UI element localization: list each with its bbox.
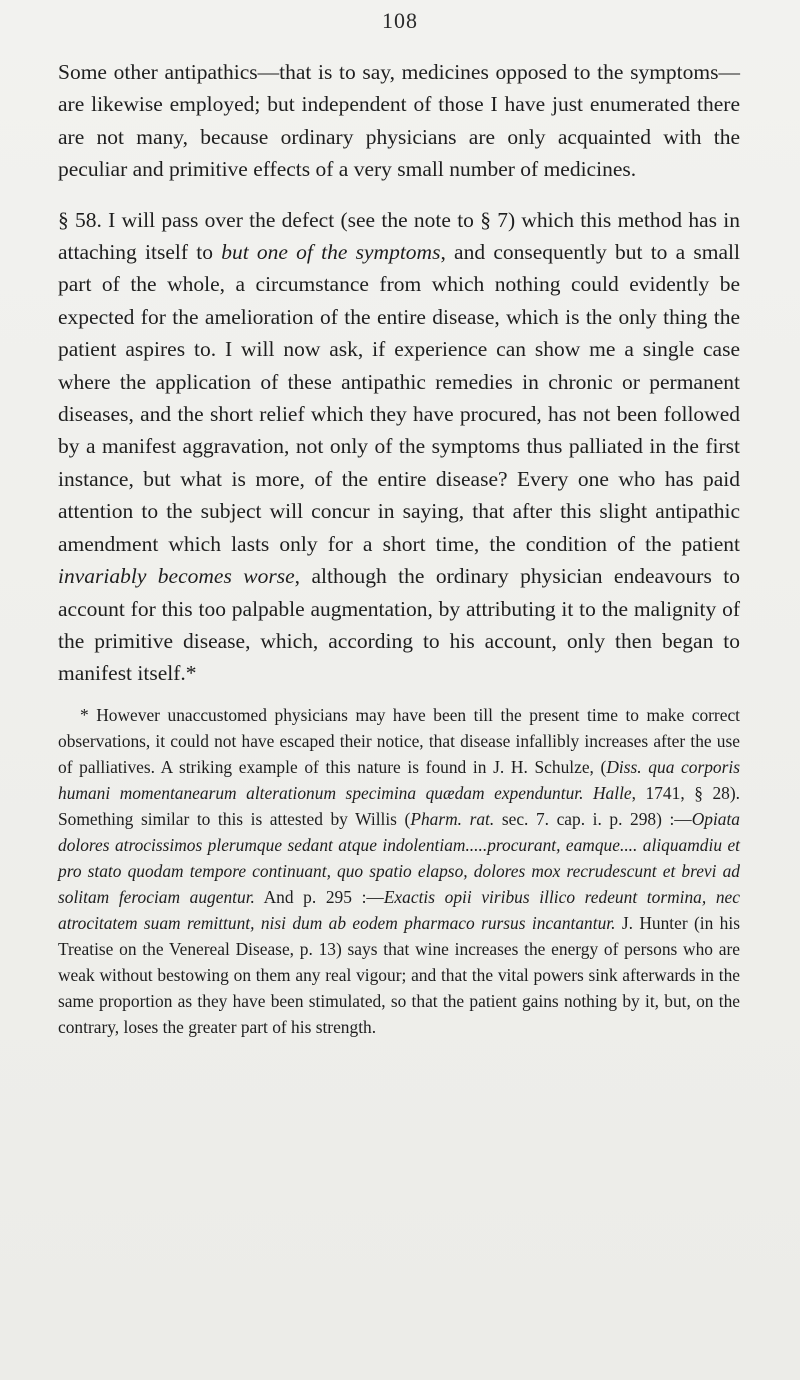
footnote-text-1: * However unaccustomed physicians may have been till the present time to make correct observations, it could not have escaped their notice, that disease infallibly increases after the use of palliatives. A striking example of this nature is found in J. H. Schulze, ( [58, 704, 740, 777]
footnote-italic-1: Diss. qua corporis humani momentanearum alterationum specimina quædam expenduntur. Halle [58, 756, 740, 803]
section-58-italic-b: invariably becomes worse [58, 564, 295, 589]
footnote-italic-4: Exactis opii viribus illico redeunt tormina, nec atrocitatem suam remittunt, nisi dum ab eodem pharmaco rursus incantantur. [58, 886, 740, 933]
section-58-italic-a: but one of the symptoms [221, 240, 441, 265]
section-58-text-c: , although the ordinary physician endeavours to account for this too palpable augmentation, by attributing it to the malignity of the primitive disease, which, according to his account, only then began to manifest itself.* [58, 564, 740, 686]
page-content [58, 56, 740, 1040]
footnote [58, 702, 740, 1040]
paragraph-antipathics: Some other antipathics—that is to say, medicines opposed to the symptoms—are likewise employed; but independent of those I have just enumerated there are not many, because ordinary physicians are only acquainted with the peculiar and primitive effects of a very small number of medicines. [58, 60, 740, 182]
footnote-italic-2: Pharm. rat. [410, 808, 495, 829]
footnote-text-2: , 1741, § 28). Something similar to this is attested by Willis ( [58, 782, 740, 829]
page-number: 108 [382, 8, 418, 33]
paragraph-section-58 [58, 204, 740, 690]
footnote-text-5: J. Hunter (in his Treatise on the Venereal Disease, p. 13) says that wine increases the energy of persons who are weak without bestowing on them any real vigour; and that the vital powers sink afterwards in the same proportion as they have been stimulated, so that the patient gains nothing by it, but, on the contrary, loses the greater part of his strength. [58, 912, 740, 1037]
section-58-text-b: , and consequently but to a small part of the whole, a circumstance from which nothing could evidently be expected for the amelioration of the entire disease, which is the only thing the patient aspires to. I will now ask, if experience can show me a single case where the application of these antipathic remedies in chronic or permanent diseases, and the short relief which they have procured, has not been followed by a manifest aggravation, not only of the symptoms thus palliated in the first instance, but what is more, of the entire disease? Every one who has paid attention to the subject will concur in saying, that after this slight antipathic amendment which lasts only for a short time, the condition of the patient [58, 240, 740, 556]
section-58-text-a: § 58. I will pass over the defect (see the note to § 7) which this method has in attaching itself to [58, 207, 740, 265]
footnote-text-3: sec. 7. cap. i. p. 298) :— [494, 808, 692, 829]
footnote-paragraph [58, 702, 740, 1040]
footnote-text-4: And p. 295 :— [254, 886, 384, 907]
footnote-italic-3: Opiata dolores atrocissimos plerumque sedant atque indolentiam.....procurant, eamque.... aliquamdiu et pro stato quodam tempore continuant, quo spatio elapso, dolores mox recrudescunt et brevi ad solitam ferociam augentur. [58, 808, 740, 907]
